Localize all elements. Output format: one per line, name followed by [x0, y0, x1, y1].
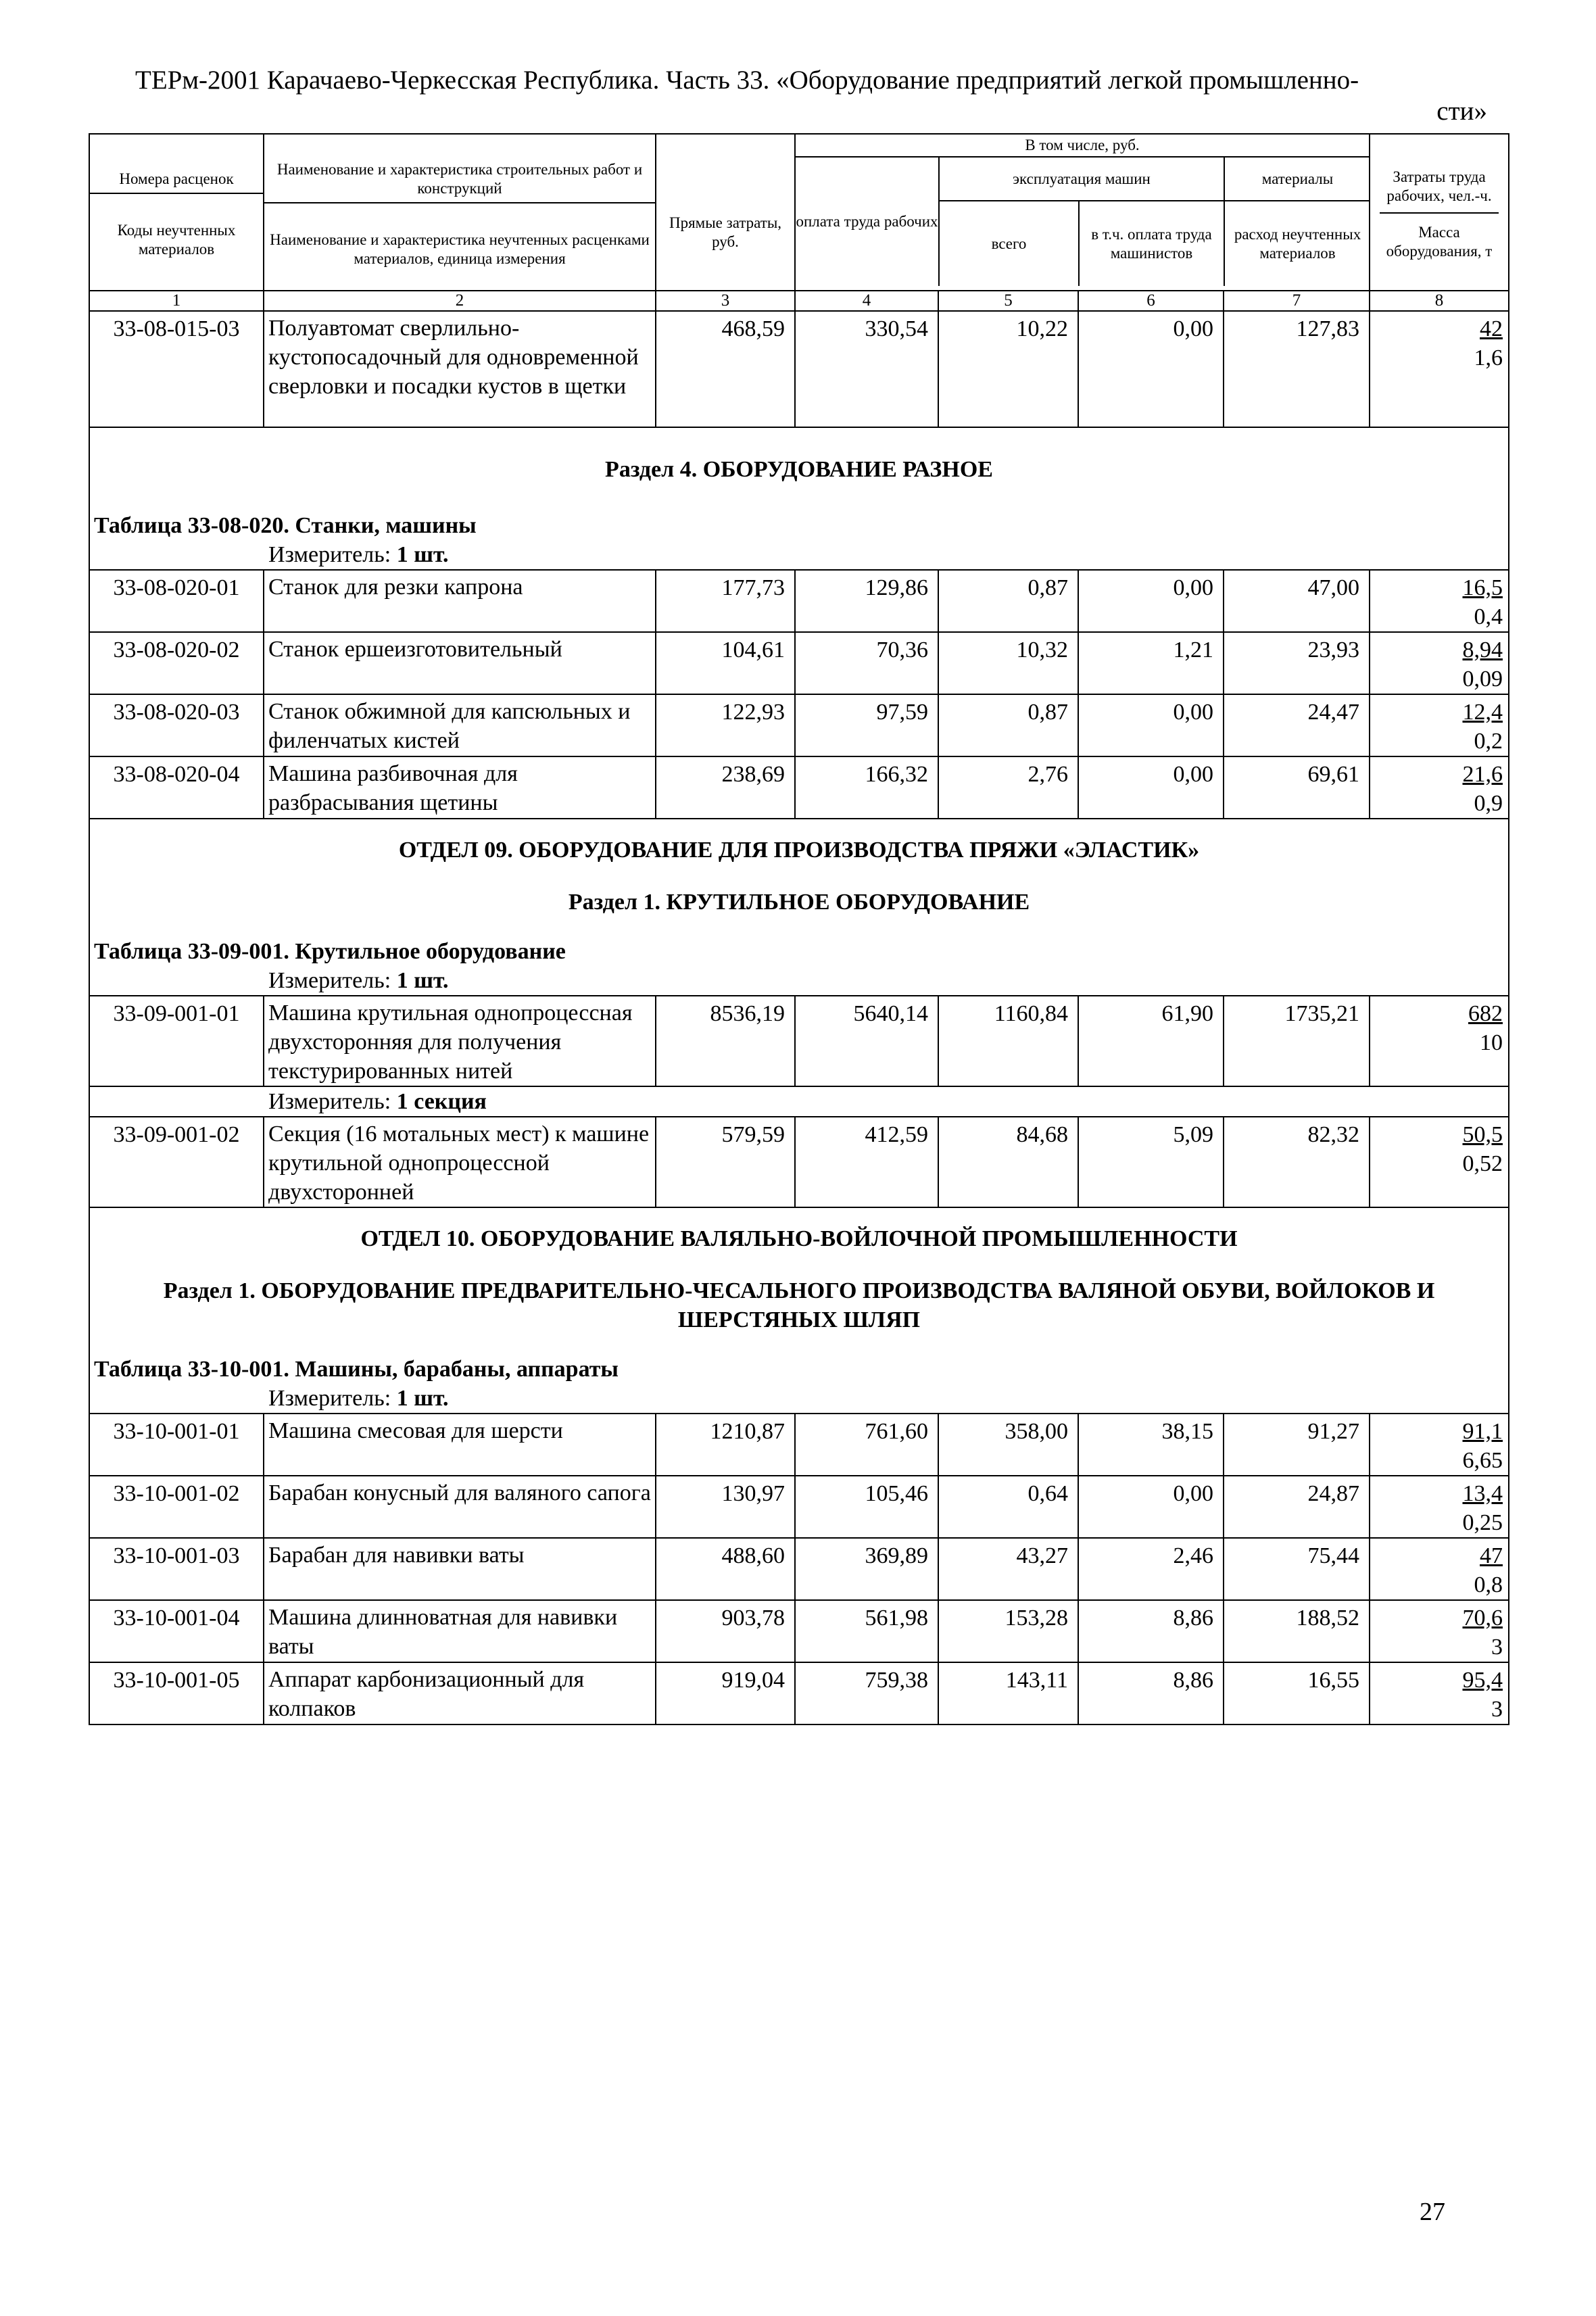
machines-total: 84,68 — [938, 1117, 1078, 1207]
measure-cell — [89, 1086, 1509, 1117]
labor-hours: 16,5 — [1462, 575, 1503, 600]
machines-total: 0,87 — [938, 570, 1078, 632]
labor-pay: 330,54 — [795, 311, 938, 427]
rate-name: Станок для резки капрона — [264, 570, 656, 632]
table-row — [89, 1538, 1509, 1600]
machines-total: 0,64 — [938, 1476, 1078, 1538]
measure-label: Измеритель: — [268, 1089, 391, 1114]
rates-table — [89, 133, 1509, 1725]
labor-pay: 105,46 — [795, 1476, 938, 1538]
materials-cost: 16,55 — [1224, 1662, 1370, 1724]
measure-row — [89, 1384, 1509, 1414]
direct-costs: 468,59 — [656, 311, 795, 427]
labor-mass-cell — [1370, 1117, 1509, 1207]
col-number: 1 — [89, 291, 264, 311]
machines-total: 2,76 — [938, 756, 1078, 819]
materials-cost: 24,47 — [1224, 694, 1370, 756]
labor-mass-cell — [1370, 570, 1509, 632]
rate-code: 33-10-001-02 — [89, 1476, 264, 1538]
machinists-pay: 0,00 — [1078, 756, 1224, 819]
machines-total: 143,11 — [938, 1662, 1078, 1724]
col-number: 8 — [1370, 291, 1509, 311]
incl-group — [795, 134, 1370, 291]
labor-mass-cell — [1370, 1538, 1509, 1600]
machinists-pay: 38,15 — [1078, 1414, 1224, 1476]
labor-mass-cell — [1370, 632, 1509, 694]
machines-total: 0,87 — [938, 694, 1078, 756]
materials-cost: 1735,21 — [1224, 996, 1370, 1086]
direct-costs: 1210,87 — [656, 1414, 795, 1476]
header-line-2: сти» — [1436, 97, 1487, 126]
table-row — [89, 1476, 1509, 1538]
machinists-pay: 61,90 — [1078, 996, 1224, 1086]
machinists-pay: 0,00 — [1078, 311, 1224, 427]
measure-row — [89, 1086, 1509, 1117]
machinists-pay: 8,86 — [1078, 1600, 1224, 1662]
section-title: Раздел 1. КРУТИЛЬНОЕ ОБОРУДОВАНИЕ — [89, 871, 1509, 923]
col2-header — [264, 134, 656, 291]
col-number: 4 — [795, 291, 938, 311]
labor-pay: 166,32 — [795, 756, 938, 819]
table-title: Таблица 33-10-001. Машины, барабаны, аппараты — [89, 1341, 1509, 1384]
measure-cell — [89, 1384, 1509, 1414]
labor-hours: 70,6 — [1462, 1606, 1503, 1631]
measure-row — [89, 540, 1509, 570]
labor-pay: 369,89 — [795, 1538, 938, 1600]
table-row — [89, 632, 1509, 694]
table-row — [89, 1662, 1509, 1724]
machines-total: 358,00 — [938, 1414, 1078, 1476]
labor-hours: 8,94 — [1462, 637, 1503, 662]
direct-costs: 919,04 — [656, 1662, 795, 1724]
labor-hours: 91,1 — [1462, 1419, 1503, 1444]
machines-total: 10,32 — [938, 632, 1078, 694]
rate-code: 33-10-001-03 — [89, 1538, 264, 1600]
col-number: 5 — [938, 291, 1078, 311]
table-row — [89, 570, 1509, 632]
equipment-mass: 10 — [1480, 1030, 1503, 1055]
labor-pay: 70,36 — [795, 632, 938, 694]
department-title: ОТДЕЛ 10. ОБОРУДОВАНИЕ ВАЛЯЛЬНО-ВОЙЛОЧНОЙ ПРОМЫШЛЕННОСТИ — [89, 1207, 1509, 1260]
machinists-pay: 1,21 — [1078, 632, 1224, 694]
equipment-mass: 0,09 — [1462, 667, 1503, 692]
table-title-row — [89, 923, 1509, 966]
direct-costs: 579,59 — [656, 1117, 795, 1207]
rate-name: Машина смесовая для шерсти — [264, 1414, 656, 1476]
rate-name: Станок обжимной для капсюльных и филенчатых кистей — [264, 694, 656, 756]
machines-total: 43,27 — [938, 1538, 1078, 1600]
table-title: Таблица 33-08-020. Станки, машины — [89, 498, 1509, 540]
equipment-mass: 0,4 — [1474, 604, 1503, 629]
equipment-mass: 0,2 — [1474, 729, 1503, 754]
measure-value: 1 секция — [396, 1089, 487, 1114]
measure-cell — [89, 540, 1509, 570]
labor-mass-cell — [1370, 1662, 1509, 1724]
col1-header — [89, 134, 264, 291]
measure-row — [89, 966, 1509, 996]
col2-top: Наименование и характеристика строительных работ и конструкций — [264, 156, 655, 203]
machines-total: 10,22 — [938, 311, 1078, 427]
col8-top: Затраты труда рабочих, чел.-ч. — [1380, 164, 1499, 214]
col-number: 6 — [1078, 291, 1224, 311]
materials-cost: 82,32 — [1224, 1117, 1370, 1207]
section-heading-row — [89, 427, 1509, 498]
col3-header: Прямые затраты, руб. — [656, 134, 795, 291]
labor-hours: 95,4 — [1462, 1668, 1503, 1693]
rate-name: Аппарат карбонизационный для колпаков — [264, 1662, 656, 1724]
rate-name: Секция (16 мотальных мест) к машине крутильной однопроцессной двухсторонней — [264, 1117, 656, 1207]
direct-costs: 488,60 — [656, 1538, 795, 1600]
header-row — [89, 134, 1509, 291]
direct-costs: 8536,19 — [656, 996, 795, 1086]
measure-value: 1 шт. — [396, 968, 449, 993]
measure-cell — [89, 966, 1509, 996]
labor-hours: 21,6 — [1462, 762, 1503, 787]
equipment-mass: 0,25 — [1462, 1510, 1503, 1535]
col-number: 7 — [1224, 291, 1370, 311]
table-title-row — [89, 1341, 1509, 1384]
equipment-mass: 3 — [1491, 1697, 1503, 1722]
direct-costs: 122,93 — [656, 694, 795, 756]
table-title-row — [89, 498, 1509, 540]
direct-costs: 130,97 — [656, 1476, 795, 1538]
labor-mass-cell — [1370, 756, 1509, 819]
labor-hours: 47 — [1480, 1543, 1503, 1568]
materials-cost: 188,52 — [1224, 1600, 1370, 1662]
materials-cost: 47,00 — [1224, 570, 1370, 632]
table-row — [89, 1414, 1509, 1476]
materials-cost: 91,27 — [1224, 1414, 1370, 1476]
direct-costs: 177,73 — [656, 570, 795, 632]
machines-header: эксплуатация машин — [939, 158, 1224, 201]
labor-pay: 412,59 — [795, 1117, 938, 1207]
rate-name: Машина разбивочная для разбрасывания щетины — [264, 756, 656, 819]
equipment-mass: 0,52 — [1462, 1151, 1503, 1176]
rate-name: Машина крутильная однопроцессная двухсторонняя для получения текстурированных нитей — [264, 996, 656, 1086]
machines-total: 153,28 — [938, 1600, 1078, 1662]
labor-pay: 759,38 — [795, 1662, 938, 1724]
labor-mass-cell — [1370, 1600, 1509, 1662]
table-row — [89, 756, 1509, 819]
equipment-mass: 0,9 — [1474, 791, 1503, 816]
col1-top: Номера расценок — [90, 166, 263, 194]
rate-name: Станок ершеизготовительный — [264, 632, 656, 694]
section-heading-row — [89, 871, 1509, 923]
materials-sub-header: расход неучтенных материалов — [1234, 225, 1361, 262]
header-line-1: ТЕРм-2001 Карачаево-Черкесская Республика. Часть 33. «Оборудование предприятий легкой промышленно- — [135, 66, 1359, 95]
direct-costs: 903,78 — [656, 1600, 795, 1662]
labor-pay: 5640,14 — [795, 996, 938, 1086]
labor-mass-cell — [1370, 311, 1509, 427]
labor-mass-cell — [1370, 996, 1509, 1086]
rate-code: 33-08-020-04 — [89, 756, 264, 819]
materials-cost: 127,83 — [1224, 311, 1370, 427]
page-number: 27 — [1420, 2198, 1445, 2226]
measure-label: Измеритель: — [268, 1386, 391, 1411]
labor-pay-header: оплата труда рабочих — [796, 158, 939, 286]
machinists-header: в т.ч. оплата труда машинистов — [1079, 201, 1224, 286]
measure-value: 1 шт. — [396, 1386, 449, 1411]
table-title: Таблица 33-09-001. Крутильное оборудование — [89, 923, 1509, 966]
department-title: ОТДЕЛ 09. ОБОРУДОВАНИЕ ДЛЯ ПРОИЗВОДСТВА ПРЯЖИ «ЭЛАСТИК» — [89, 819, 1509, 871]
rate-name: Барабан для навивки ваты — [264, 1538, 656, 1600]
rate-code: 33-10-001-01 — [89, 1414, 264, 1476]
section-title: Раздел 1. ОБОРУДОВАНИЕ ПРЕДВАРИТЕЛЬНО-ЧЕСАЛЬНОГО ПРОИЗВОДСТВА ВАЛЯНОЙ ОБУВИ, ВОЙЛОКОВ И ШЕРСТЯНЫХ ШЛЯП — [89, 1260, 1509, 1341]
rate-code: 33-08-020-02 — [89, 632, 264, 694]
labor-hours: 682 — [1468, 1001, 1503, 1026]
department-heading-row — [89, 1207, 1509, 1260]
rate-name: Полуавтомат сверлильно-кустопосадочный для одновременной сверловки и посадки кустов в щетки — [264, 311, 656, 427]
table-row — [89, 694, 1509, 756]
equipment-mass: 6,65 — [1462, 1448, 1503, 1473]
section-heading-row — [89, 1260, 1509, 1341]
table-row — [89, 1600, 1509, 1662]
section-title: Раздел 4. ОБОРУДОВАНИЕ РАЗНОЕ — [89, 427, 1509, 498]
labor-hours: 13,4 — [1462, 1481, 1503, 1506]
rate-code: 33-09-001-01 — [89, 996, 264, 1086]
labor-pay: 561,98 — [795, 1600, 938, 1662]
page-header — [135, 65, 1487, 127]
materials-cost: 24,87 — [1224, 1476, 1370, 1538]
measure-label: Измеритель: — [268, 542, 391, 567]
rate-code: 33-10-001-04 — [89, 1600, 264, 1662]
machinists-pay: 5,09 — [1078, 1117, 1224, 1207]
materials-cost: 69,61 — [1224, 756, 1370, 819]
department-heading-row — [89, 819, 1509, 871]
labor-pay: 97,59 — [795, 694, 938, 756]
rate-code: 33-08-020-01 — [89, 570, 264, 632]
machinists-pay: 2,46 — [1078, 1538, 1224, 1600]
machines-total-header: всего — [939, 201, 1079, 286]
rate-code: 33-08-015-03 — [89, 311, 264, 427]
materials-header: материалы — [1224, 158, 1370, 201]
labor-pay: 129,86 — [795, 570, 938, 632]
rate-code: 33-10-001-05 — [89, 1662, 264, 1724]
labor-hours: 50,5 — [1462, 1122, 1503, 1147]
rate-name: Барабан конусный для валяного сапога — [264, 1476, 656, 1538]
column-numbers-row — [89, 291, 1509, 311]
equipment-mass: 3 — [1491, 1635, 1503, 1660]
labor-mass-cell — [1370, 694, 1509, 756]
rate-code: 33-08-020-03 — [89, 694, 264, 756]
rate-code: 33-09-001-02 — [89, 1117, 264, 1207]
materials-cost: 23,93 — [1224, 632, 1370, 694]
col-number: 3 — [656, 291, 795, 311]
table-row — [89, 1117, 1509, 1207]
col-number: 2 — [264, 291, 656, 311]
measure-value: 1 шт. — [396, 542, 449, 567]
incl-label: В том числе, руб. — [796, 135, 1369, 158]
col8-bottom: Масса оборудования, т — [1386, 224, 1493, 260]
materials-cost: 75,44 — [1224, 1538, 1370, 1600]
equipment-mass: 0,8 — [1474, 1572, 1503, 1597]
measure-label: Измеритель: — [268, 968, 391, 993]
col1-bottom: Коды неучтенных материалов — [117, 222, 236, 258]
rate-name: Машина длинноватная для навивки ваты — [264, 1600, 656, 1662]
direct-costs: 104,61 — [656, 632, 795, 694]
labor-pay: 761,60 — [795, 1414, 938, 1476]
direct-costs: 238,69 — [656, 756, 795, 819]
machinists-pay: 8,86 — [1078, 1662, 1224, 1724]
col8-header — [1370, 134, 1509, 291]
table-row — [89, 311, 1509, 427]
col2-bottom: Наименование и характеристика неучтенных расценками материалов, единица измерения — [270, 231, 650, 267]
machinists-pay: 0,00 — [1078, 1476, 1224, 1538]
machinists-pay: 0,00 — [1078, 570, 1224, 632]
labor-hours: 12,4 — [1462, 700, 1503, 725]
equipment-mass: 1,6 — [1474, 345, 1503, 370]
machinists-pay: 0,00 — [1078, 694, 1224, 756]
machines-total: 1160,84 — [938, 996, 1078, 1086]
labor-mass-cell — [1370, 1414, 1509, 1476]
labor-hours: 42 — [1480, 316, 1503, 341]
table-row — [89, 996, 1509, 1086]
labor-mass-cell — [1370, 1476, 1509, 1538]
